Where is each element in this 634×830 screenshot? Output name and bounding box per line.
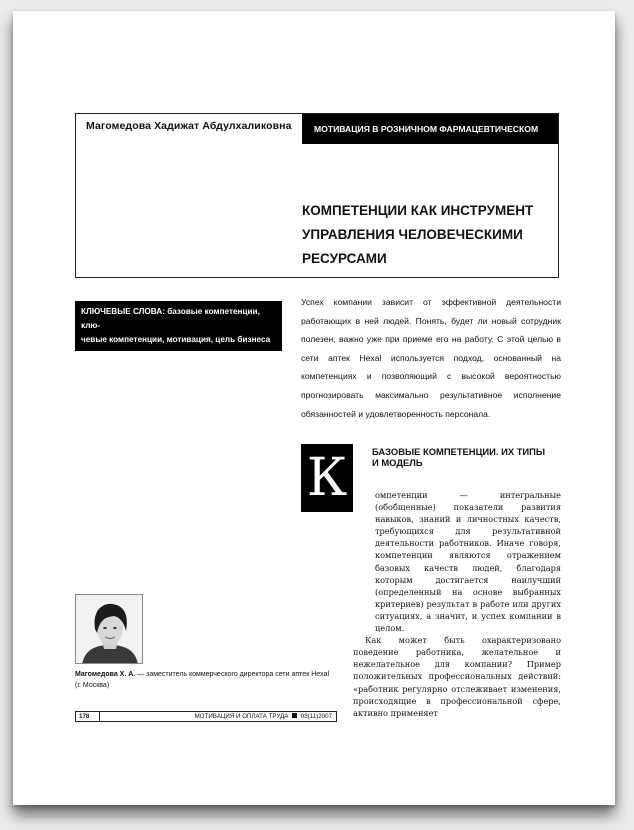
article-title (302, 199, 533, 271)
caption-text: — заместитель коммерческого директора сети аптек Hexal (г. Москва) (75, 671, 330, 689)
keywords-line: КЛЮЧЕВЫЕ СЛОВА: базовые компетенции, клю- (81, 307, 260, 330)
keywords-box (75, 301, 282, 351)
section-heading (372, 446, 552, 468)
keywords-line: чевые компетенции, мотивация, цель бизнеса (81, 335, 271, 344)
body-paragraph: Как может быть охарактеризовано поведение работника, желательное и нежелательное для компании? Пример положительных профессиональных действий: «работник регулярно отслеживает изменения, происходящие в профессиональной сфере, активно применяет (353, 635, 561, 718)
title-line: УПРАВЛЕНИЯ ЧЕЛОВЕЧЕСКИМИ (302, 227, 523, 242)
photo-caption (75, 669, 337, 691)
section-heading-line: БАЗОВЫЕ КОМПЕТЕНЦИИ. ИХ ТИПЫ (372, 446, 546, 457)
caption-name: Магомедова Х. А. (75, 671, 136, 678)
body-paragraph: омпетенции — интегральные (обобщенные) показатели развития навыков, знаний и личностных качеств, требующихся для результативной деятельности работников. Иначе говоря, компетенции являются отражением базовых качеств людей, благодаря которым достигается наилучший (определенный на основе выбранных критериев) результат в работе или других ситуациях, а значит, и успех компании в целом. (375, 490, 561, 634)
article-header (75, 113, 559, 278)
section-label: МОТИВАЦИЯ В РОЗНИЧНОМ ФАРМАЦЕВТИЧЕСКОМ БИЗНЕСЕ (302, 114, 558, 144)
title-line: КОМПЕТЕНЦИИ КАК ИНСТРУМЕНТ (302, 203, 534, 218)
journal-name: МОТИВАЦИЯ И ОПЛАТА ТРУДА (194, 713, 289, 720)
author-portrait-icon (76, 595, 143, 664)
page-footer (75, 711, 337, 722)
title-line: РЕСУРСАМИ (302, 251, 387, 266)
lead-paragraph: Успех компании зависит от эффективной деятельности работающих в ней людей. Понять, будет ли новый сотрудник полезен, важно уже при приеме его на работу. С этой целью в сети аптек Hexal используется подход, основанный на компетенциях и позволяющий с высокой вероятностью прогнозировать максимально результативное исполнение обязанностей и удовлетворенность персонала. (301, 297, 561, 419)
author-name: Магомедова Хадижат Абдулхаликовна (86, 120, 292, 132)
journal-info (195, 712, 332, 722)
section-heading-line: И МОДЕЛЬ (372, 457, 423, 468)
page-number: 178 (76, 712, 100, 721)
document-page (13, 11, 615, 805)
body-text (353, 489, 561, 719)
author-photo (75, 594, 143, 664)
drop-cap: К (301, 444, 353, 512)
journal-issue: 03(11)2007 (300, 713, 332, 720)
square-bullet-icon (292, 713, 297, 718)
